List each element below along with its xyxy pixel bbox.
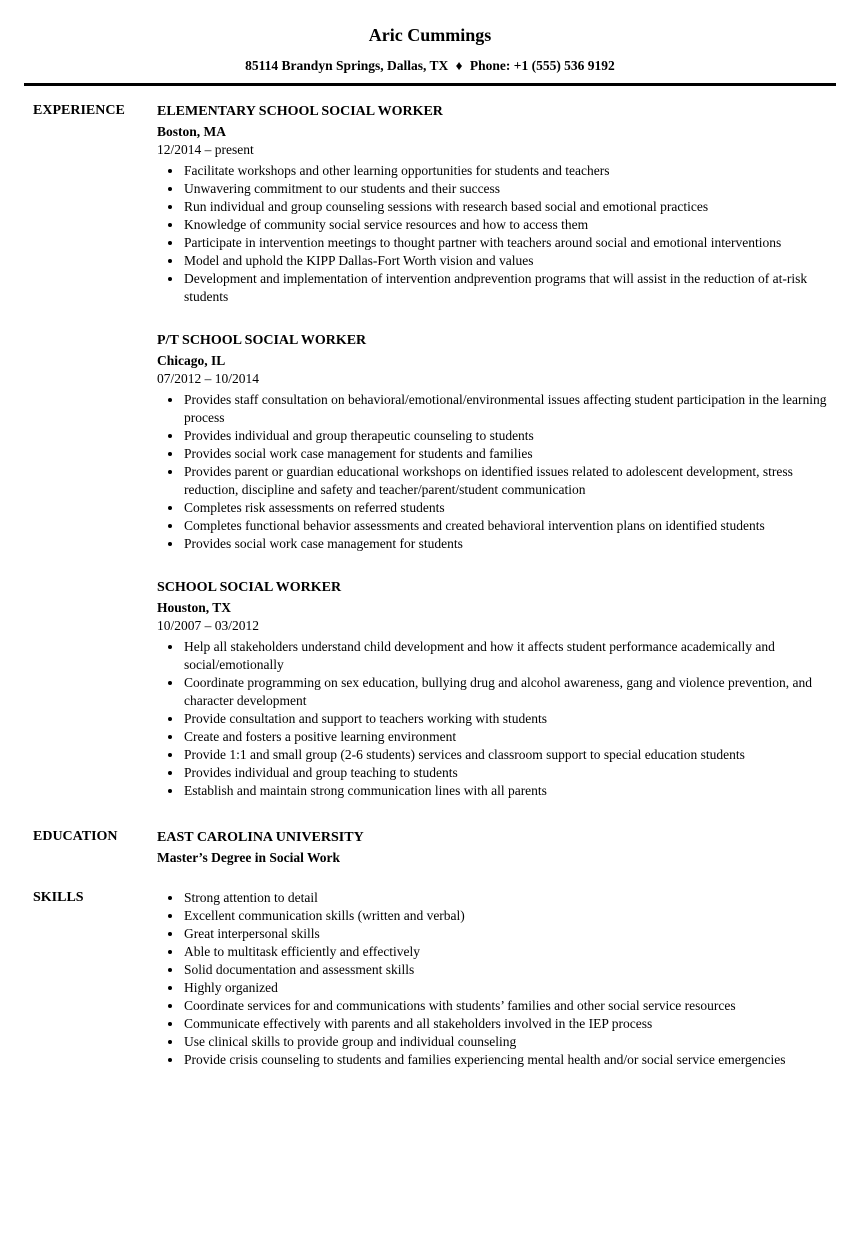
education-degree: Master’s Degree in Social Work	[157, 850, 340, 865]
bullet-item: • Strong attention to detail	[183, 889, 835, 907]
bullet-item: • Completes functional behavior assessments and created behavioral intervention plans on identified students	[183, 517, 835, 535]
person-name: Aric Cummings	[368, 25, 492, 45]
job-bullet-list	[157, 162, 835, 306]
bullet-item: • Provides social work case management for students	[183, 535, 835, 553]
contact-line	[0, 58, 860, 74]
bullet-item: • Model and uphold the KIPP Dallas-Fort Worth vision and values	[183, 252, 835, 270]
bullet-item: • Communicate effectively with parents and all stakeholders involved in the IEP process	[183, 1015, 835, 1033]
bullet-item: • Help all stakeholders understand child development and how it affects student performance academically and social/emotionally	[183, 638, 835, 674]
bullet-item: • Provide consultation and support to teachers working with students	[183, 710, 835, 728]
job-bullet-list	[157, 391, 835, 553]
bullet-item: • Completes risk assessments on referred students	[183, 499, 835, 517]
bullet-item: • Unwavering commitment to our students and their success	[183, 180, 835, 198]
job-entry	[157, 102, 835, 306]
bullet-item: • Participate in intervention meetings to thought partner with teachers around social and emotional interventions	[183, 234, 835, 252]
bullet-item: • Create and fosters a positive learning environment	[183, 728, 835, 746]
bullet-item: • Establish and maintain strong communication lines with all parents	[183, 782, 835, 800]
resume-content	[0, 86, 860, 1069]
bullet-item: • Run individual and group counseling sessions with research based social and emotional practices	[183, 198, 835, 216]
bullet-item: • Provides parent or guardian educational workshops on identified issues related to adolescent development, stress reduction, discipline and safety and teacher/parent/student communication	[183, 463, 835, 499]
section-education	[33, 828, 835, 868]
phone-text: Phone: +1 (555) 536 9192	[469, 58, 615, 73]
bullet-item: • Knowledge of community social service resources and how to access them	[183, 216, 835, 234]
job-entry	[157, 331, 835, 553]
bullet-item: • Provides individual and group teaching to students	[183, 764, 835, 782]
section-skills	[33, 889, 835, 1069]
skills-bullet-list	[157, 889, 835, 1069]
job-location: Houston, TX	[157, 600, 232, 615]
bullet-item: • Great interpersonal skills	[183, 925, 835, 943]
resume-header	[0, 0, 860, 86]
bullet-item: • Coordinate services for and communications with students’ families and other social service resources	[183, 997, 835, 1015]
bullet-item: • Provides social work case management for students and families	[183, 445, 835, 463]
section-label-experience: EXPERIENCE	[33, 103, 125, 118]
job-dates: 07/2012 – 10/2014	[157, 371, 260, 386]
job-dates: 10/2007 – 03/2012	[157, 618, 260, 633]
section-label-skills: SKILLS	[33, 890, 84, 905]
bullet-item: • Provides individual and group therapeutic counseling to students	[183, 427, 835, 445]
job-dates: 12/2014 – present	[157, 142, 254, 157]
bullet-item: • Highly organized	[183, 979, 835, 997]
bullet-item: • Development and implementation of intervention andprevention programs that will assist in the reduction of at-risk students	[183, 270, 835, 306]
education-body	[157, 828, 835, 868]
job-location: Boston, MA	[157, 124, 227, 139]
job-title: P/T SCHOOL SOCIAL WORKER	[157, 333, 367, 348]
diamond-icon: ♦	[455, 58, 463, 73]
address-text: 85114 Brandyn Springs, Dallas, TX	[245, 58, 449, 73]
bullet-item: • Facilitate workshops and other learning opportunities for students and teachers	[183, 162, 835, 180]
bullet-item: • Provides staff consultation on behavioral/emotional/environmental issues affecting student participation in the learning process	[183, 391, 835, 427]
section-label-education: EDUCATION	[33, 829, 118, 844]
bullet-item: • Solid documentation and assessment skills	[183, 961, 835, 979]
job-entry	[157, 578, 835, 800]
bullet-item: • Coordinate programming on sex education, bullying drug and alcohol awareness, gang and violence prevention, and character development	[183, 674, 835, 710]
job-location: Chicago, IL	[157, 353, 226, 368]
bullet-item: • Provide crisis counseling to students and families experiencing mental health and/or social service emergencies	[183, 1051, 835, 1069]
bullet-item: • Able to multitask efficiently and effectively	[183, 943, 835, 961]
bullet-item: • Excellent communication skills (written and verbal)	[183, 907, 835, 925]
experience-body	[157, 102, 835, 800]
job-title: SCHOOL SOCIAL WORKER	[157, 580, 342, 595]
bullet-item: • Use clinical skills to provide group and individual counseling	[183, 1033, 835, 1051]
skills-body	[157, 889, 835, 1069]
job-bullet-list	[157, 638, 835, 800]
bullet-item: • Provide 1:1 and small group (2-6 students) services and classroom support to special education students	[183, 746, 835, 764]
section-experience	[33, 102, 835, 800]
education-school: EAST CAROLINA UNIVERSITY	[157, 830, 364, 845]
job-title: ELEMENTARY SCHOOL SOCIAL WORKER	[157, 104, 443, 119]
